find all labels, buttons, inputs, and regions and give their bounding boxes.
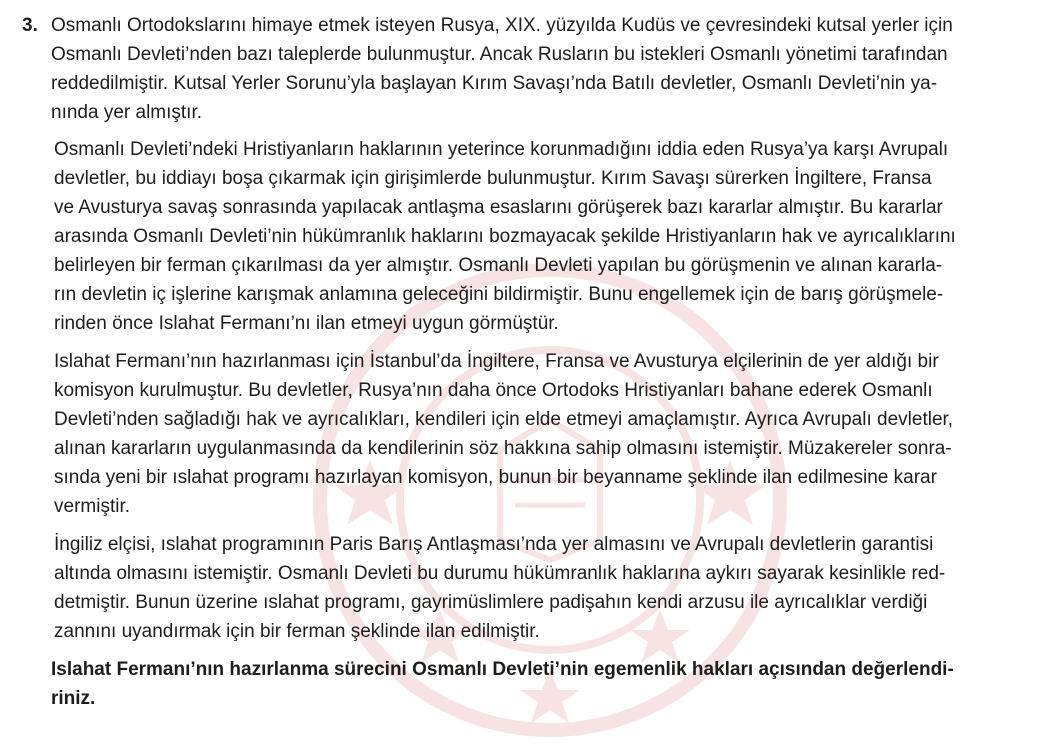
question-task	[51, 655, 1042, 713]
task-line: riniz.	[51, 688, 96, 709]
paragraph-line: belirleyen bir ferman çıkarılması da yer almıştır. Osmanlı Devleti yapılan bu görüşmenin ve alınan kararla-	[54, 255, 943, 276]
paragraph-line: vermiştir.	[54, 496, 130, 517]
paragraph-line: rinden önce Islahat Fermanı’nı ilan etmeyi uygun görmüştür.	[54, 313, 559, 334]
question-intro	[51, 11, 1042, 127]
paragraph-line: Devleti’nden sağladığı hak ve ayrıcalıkları, kendileri için elde etmeyi amaçlamıştır. Ayrıca Avrupalı devletler,	[54, 409, 954, 430]
task-line: Islahat Fermanı’nın hazırlanma sürecini Osmanlı Devleti’nin egemenlik hakları açısından değerlendi-	[51, 659, 954, 680]
source-text	[54, 135, 1042, 646]
source-paragraph-3	[54, 530, 1042, 646]
paragraph-line: altında olmasını istemiştir. Osmanlı Devleti bu durumu hükümranlık haklarına aykırı sayarak kesinlikle red-	[54, 563, 946, 584]
paragraph-line: Islahat Fermanı’nın hazırlanması için İstanbul’da İngiltere, Fransa ve Avusturya elçilerinin de yer aldığı bir	[54, 351, 939, 372]
paragraph-line: sında yeni bir ıslahat programı hazırlayan komisyon, bunun bir beyanname şeklinde ilan edilmesine karar	[54, 467, 937, 488]
paragraph-line: detmiştir. Bunun üzerine ıslahat programı, gayrimüslimlere padişahın kendi arzusu ile ayrıcalıklar verdiği	[54, 592, 928, 613]
paragraph-line: devletler, bu iddiayı boşa çıkarmak için girişimlerde bulunmuştur. Kırım Savaşı sürerken İngiltere, Fransa	[54, 168, 932, 189]
paragraph-line: rın devletin iç işlerine karışmak anlamına geleceğini bildirmiştir. Bunu engellemek için de barış görüşmele-	[54, 284, 944, 305]
paragraph-line: ve Avusturya savaş sonrasında yapılacak antlaşma esaslarını görüşerek bazı kararlar almıştır. Bu kararlar	[54, 197, 943, 218]
source-paragraph-1	[54, 135, 1042, 338]
paragraph-line: alınan kararların uygulanmasında da kendilerinin söz hakkına sahip olmasını istemiştir. Müzakereler sonra-	[54, 438, 952, 459]
question-number: 3.	[22, 15, 38, 36]
question-3	[22, 11, 1042, 713]
paragraph-line: zannını uyandırmak için bir ferman şeklinde ilan edilmiştir.	[54, 621, 540, 642]
intro-line: nında yer almıştır.	[51, 102, 203, 123]
paragraph-line: İngiliz elçisi, ıslahat programının Paris Barış Antlaşması’nda yer almasını ve Avrupalı devletlerin garantisi	[54, 534, 934, 555]
intro-line: reddedilmiştir. Kutsal Yerler Sorunu’yla başlayan Kırım Savaşı’nda Batılı devletler, Osmanlı Devleti’nin ya-	[51, 73, 938, 94]
intro-line: Osmanlı Devleti’nden bazı taleplerde bulunmuştur. Ancak Rusların bu istekleri Osmanlı yönetimi tarafından	[51, 44, 948, 65]
source-paragraph-2	[54, 347, 1042, 521]
paragraph-line: arasında Osmanlı Devleti’nin hükümranlık haklarını bozmayacak şekilde Hristiyanların hak ve ayrıcalıklarını	[54, 226, 956, 247]
paragraph-line: Osmanlı Devleti’ndeki Hristiyanların haklarının yeterince korunmadığını iddia eden Rusya’ya karşı Avrupalı	[54, 139, 949, 160]
intro-line: Osmanlı Ortodokslarını himaye etmek isteyen Rusya, XIX. yüzyılda Kudüs ve çevresindeki kutsal yerler için	[51, 15, 953, 36]
paragraph-line: komisyon kurulmuştur. Bu devletler, Rusya’nın daha önce Ortodoks Hristiyanları bahane ederek Osmanlı	[54, 380, 933, 401]
